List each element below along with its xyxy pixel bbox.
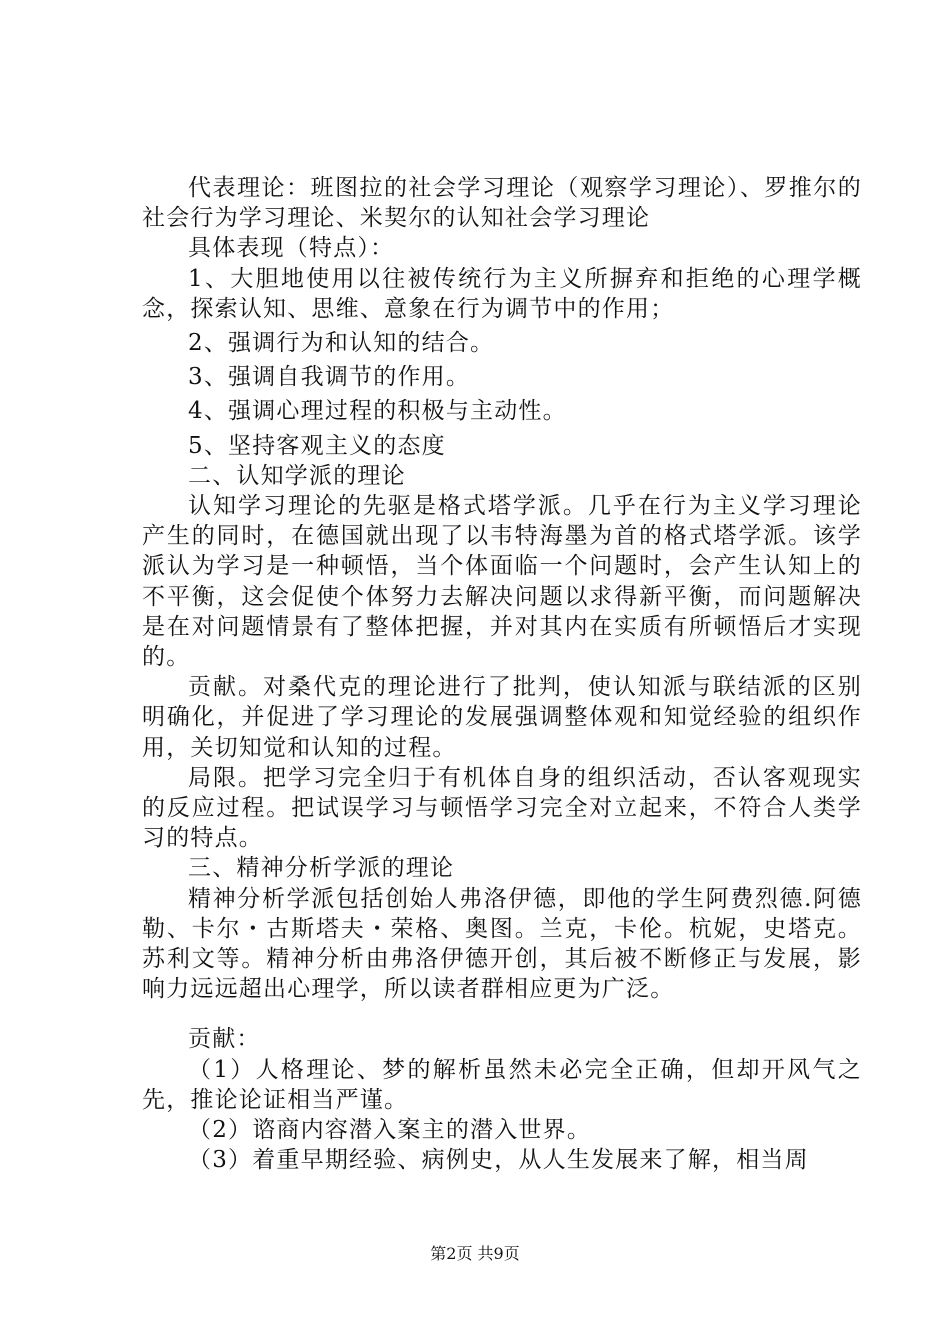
- paragraph-feature-5: 5、坚持客观主义的态度: [188, 432, 446, 459]
- paragraph-psychoanalytic-intro: 精神分析学派包括创始人弗洛伊德，即他的学生阿费烈德.阿德勒、卡尔・古斯塔夫・荣格、奥图。兰克，卡伦。杭妮，史塔克。苏利文等。精神分析由弗洛伊德开创，其后被不断修正与发展，影响力远远超出心理学，所以读者群相应更为广泛。: [142, 885, 862, 1003]
- paragraph-feature-3: 3、强调自我调节的作用。: [188, 364, 471, 391]
- paragraph-cognitive-contribution: 贡献。对桑代克的理论进行了批判，使认知派与联结派的区别明确化，并促进了学习理论的发展强调整体观和知觉经验的组织作用，关切知觉和认知的过程。: [142, 674, 862, 761]
- paragraph-contribution-2: （2）谘商内容潜入案主的潜入世界。: [188, 1117, 592, 1144]
- paragraph-representative-theories: 代表理论：班图拉的社会学习理论（观察学习理论）、罗推尔的社会行为学习理论、米契尔的认知社会学习理论: [142, 175, 862, 232]
- paragraph-contribution-3: （3）着重早期经验、病例史，从人生发展来了解，相当周: [188, 1147, 809, 1174]
- paragraph-features-heading: 具体表现（特点）：: [188, 235, 395, 262]
- paragraph-contribution-heading: 贡献：: [188, 1026, 261, 1053]
- section-heading-psychoanalytic: 三、精神分析学派的理论: [188, 855, 455, 882]
- paragraph-cognitive-intro: 认知学习理论的先驱是格式塔学派。几乎在行为主义学习理论产生的同时，在德国就出现了以韦特海墨为首的格式塔学派。该学派认为学习是一种顿悟，当个体面临一个问题时，会产生认知上的不平衡，这会促使个体努力去解决问题以求得新平衡，而问题解决是在对问题情景有了整体把握，并对其内在实质有所顿悟后才实现的。: [142, 493, 862, 671]
- document-body: [142, 173, 862, 1176]
- paragraph-feature-2: 2、强调行为和认知的结合。: [188, 330, 495, 357]
- paragraph-feature-1: 1、大胆地使用以往被传统行为主义所摒弃和拒绝的心理学概念，探索认知、思维、意象在行为调节中的作用；: [142, 265, 862, 322]
- paragraph-contribution-1: （1）人格理论、梦的解析虽然未必完全正确，但却开风气之先，推论论证相当严谨。: [142, 1056, 862, 1113]
- section-heading-cognitive: 二、认知学派的理论: [188, 462, 406, 489]
- paragraph-feature-4: 4、强调心理过程的积极与主动性。: [188, 398, 567, 425]
- paragraph-cognitive-limitation: 局限。把学习完全归于有机体自身的组织活动，否认客观现实的反应过程。把试误学习与顿悟学习完全对立起来，不符合人类学习的特点。: [142, 764, 862, 852]
- page-number-footer: 第2页 共9页: [430, 1244, 520, 1263]
